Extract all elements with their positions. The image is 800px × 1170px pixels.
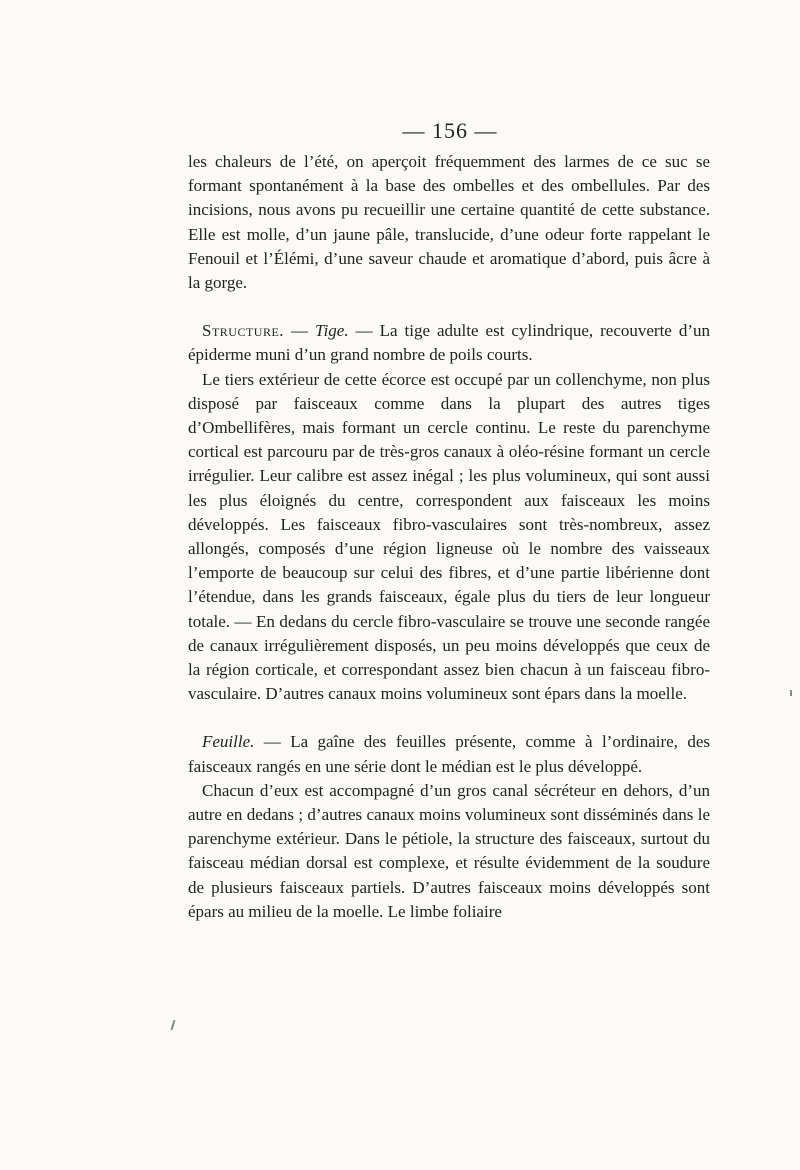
paragraph-structure-tige xyxy=(188,319,710,367)
stray-ink-mark xyxy=(171,1020,176,1030)
section-heading-structure: Structure. xyxy=(202,321,285,341)
paragraph-2-text: La tige adulte est cylindrique, recouverte d’un épiderme muni d’un grand nombre de poils courts. xyxy=(188,321,710,365)
paragraph-3 xyxy=(188,368,710,707)
paragraph-1-text: les chaleurs de l’été, on aperçoit fréquemment des larmes de ce suc se formant spontanément à la base des ombelles et des ombellules. Par des incisions, nous avons pu recueillir une certaine quantité de cette substance. Elle est molle, d’un jaune pâle, translucide, d’une odeur forte rappelant le Fenouil et l’Élémi, d’une saveur chaude et aromatique d’abord, puis âcre à la gorge. xyxy=(188,152,710,293)
heading-separator: — xyxy=(284,321,316,341)
paragraph-feuille xyxy=(188,730,710,778)
paragraph-3-text: Le tiers extérieur de cette écorce est occupé par un collenchyme, non plus disposé par faisceaux comme dans la plupart des autres tiges d’Ombellifères, mais formant un cercle continu. Le reste du parenchyme cortical est parcouru par de très-gros canaux à oléo-résine formant un cercle irrégulier. Leur calibre est assez inégal ; les plus volumineux, qui sont aussi les plus éloignés du centre, correspondent aux faisceaux les moins développés. Les faisceaux fibro-vasculaires sont très-nombreux, assez allongés, composés d’une région ligneuse où le nombre des vaisseaux l’emporte de beaucoup sur celui des fibres, et d’une partie libérienne dont l’étendue, dans les grands faisceaux, égale plus du tiers de leur longueur totale. — En dedans du cercle fibro-vasculaire se trouve une seconde rangée de canaux irrégulièrement disposés, un peu moins développés que ceux de la région corticale, et correspondant assez bien chacun à un faisceau fibro-vasculaire. D’autres canaux moins volumineux sont épars dans la moelle. xyxy=(188,369,710,704)
page-number: — 156 — xyxy=(402,118,498,143)
heading-separator: — xyxy=(348,321,380,341)
paragraph-1 xyxy=(188,150,710,295)
stray-ink-mark xyxy=(790,690,792,696)
paragraph-4-text: La gaîne des feuilles présente, comme à l’ordinaire, des faisceaux rangés en une série dont le médian est le plus développé. xyxy=(188,732,710,776)
subheading-feuille: Feuille. xyxy=(202,732,255,752)
subheading-tige: Tige. xyxy=(315,321,349,341)
paragraph-5 xyxy=(188,779,710,924)
paragraph-5-text: Chacun d’eux est accompagné d’un gros canal sécréteur en dehors, d’un autre en dedans ; d’autres canaux moins volumineux sont disséminés dans le parenchyme extérieur. Dans le pétiole, la structure des faisceaux, surtout du faisceau médian dorsal est complexe, et résulte évidemment de la soudure de plusieurs faisceaux partiels. D’autres faisceaux moins développés sont épars au milieu de la moelle. Le limbe foliaire xyxy=(188,780,710,921)
heading-separator: — xyxy=(254,732,291,752)
body-text xyxy=(188,150,710,924)
